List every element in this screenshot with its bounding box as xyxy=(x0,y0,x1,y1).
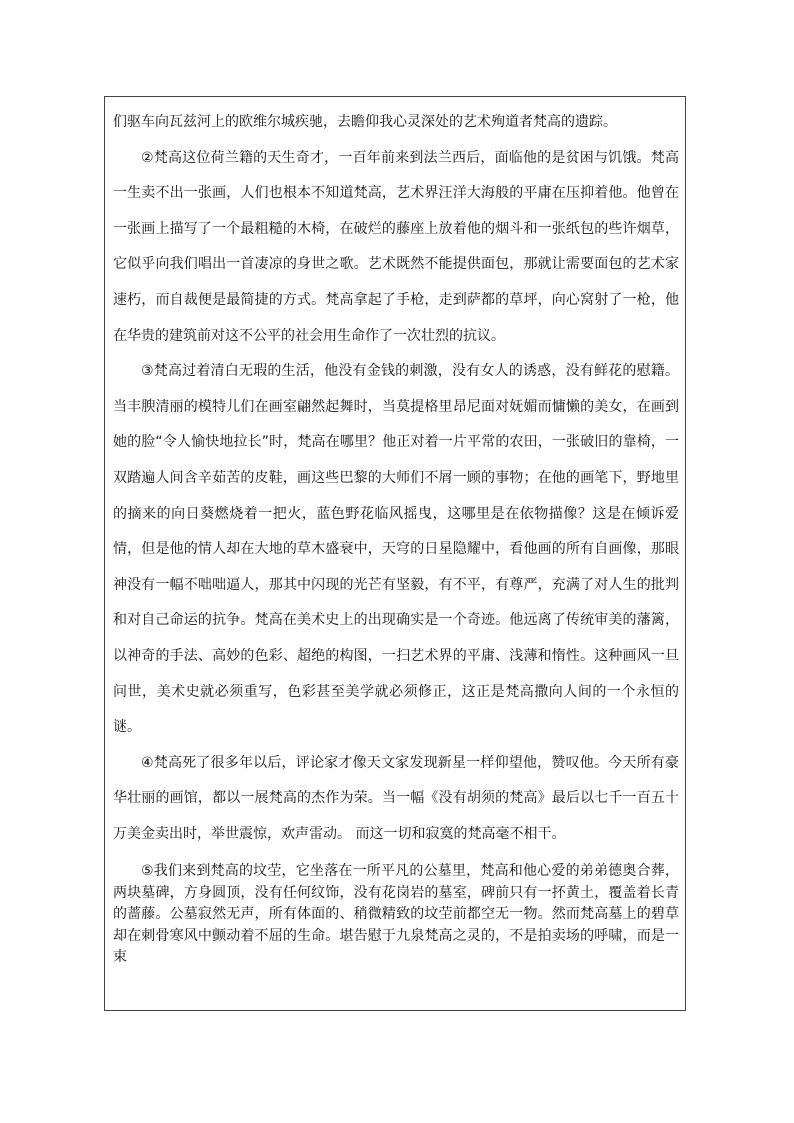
paragraph-1: 们驱车向瓦兹河上的欧维尔城疾驰，去瞻仰我心灵深处的艺术殉道者梵高的遗踪。 xyxy=(113,114,617,130)
content-frame xyxy=(104,96,686,1011)
tight-section xyxy=(113,861,679,969)
loose-section xyxy=(113,105,679,852)
paragraph-2: ②梵高这位荷兰籍的天生奇才，一百年前来到法兰西后，面临他的是贫困与饥饿。梵高一生卖不出一张画，人们也根本不知道梵高，艺术界汪洋大海般的平庸在压抑着他。他曾在一张画上描写了一个最粗糙的木椅，在破烂的藤座上放着他的烟斗和一张纸包的些许烟草，它似乎向我们唱出一首凄凉的身世之歌。艺术既然不能提供面包，那就让需要面包的艺术家速朽，而自裁便是最简捷的方式。梵高拿起了手枪，走到萨都的草坪，向心窝射了一枪，他在华贵的建筑前对这不公平的社会用生命作了一次壮烈的抗议。 xyxy=(113,149,679,344)
paragraph-4: ④梵高死了很多年以后，评论家才像天文家发现新星一样仰望他，赞叹他。今天所有豪华壮丽的画馆，都以一展梵高的杰作为荣。当一幅《没有胡须的梵高》最后以七千一百五十万美金卖出时，举世震惊，欢声雷动。 而这一切和寂寞的梵高毫不相干。 xyxy=(113,754,679,842)
article-body xyxy=(113,105,679,969)
paragraph-3: ③梵高过着清白无瑕的生活，他没有金钱的刺激，没有女人的诱惑，没有鲜花的慰籍。当丰腴清丽的模特儿们在画室翩然起舞时，当莫提格里昂尼面对妩媚而慵懒的美女，在画到她的脸“令人愉快地拉长”时，梵高在哪里？他正对着一片平常的农田，一张破旧的靠椅，一双踏遍人间含辛茹苦的皮鞋，画这些巴黎的大师们不屑一顾的事物；在他的画笔下，野地里的摘来的向日葵燃烧着一把火，蓝色野花临风摇曳，这哪里是在依物描像？这是在倾诉爱情，但是他的情人却在大地的草木盛衰中，天穹的日星隐耀中，看他画的所有自画像，那眼神没有一幅不咄咄逼人，那其中闪现的光芒有坚毅，有不平，有尊严，充满了对人生的批判和对自己命运的抗争。梵高在美术史上的出现确实是一个奇迹。他远离了传统审美的藩篱，以神奇的手法、高妙的色彩、超绝的构图，一扫艺术界的平庸、浅薄和惰性。这种画风一旦问世，美术史就必须重写，色彩甚至美学就必须修正，这正是梵高撒向人间的一个永恒的谜。 xyxy=(113,363,679,736)
paragraph-5: ⑤我们来到梵高的坟茔，它坐落在一所平凡的公墓里，梵高和他心爱的弟弟德奥合葬，两块墓碑，方身圆顶，没有任何纹饰，没有花岗岩的墓室，碑前只有一抔黄土，覆盖着长青的蔷藤。公墓寂然无声，所有体面的、稍微精致的坟茔前都空无一物。然而梵高墓上的碧草却在刺骨寒风中颤动着不屈的生命。堪告慰于九泉梵高之灵的，不是拍卖场的呼啸，而是一束 xyxy=(113,863,679,966)
